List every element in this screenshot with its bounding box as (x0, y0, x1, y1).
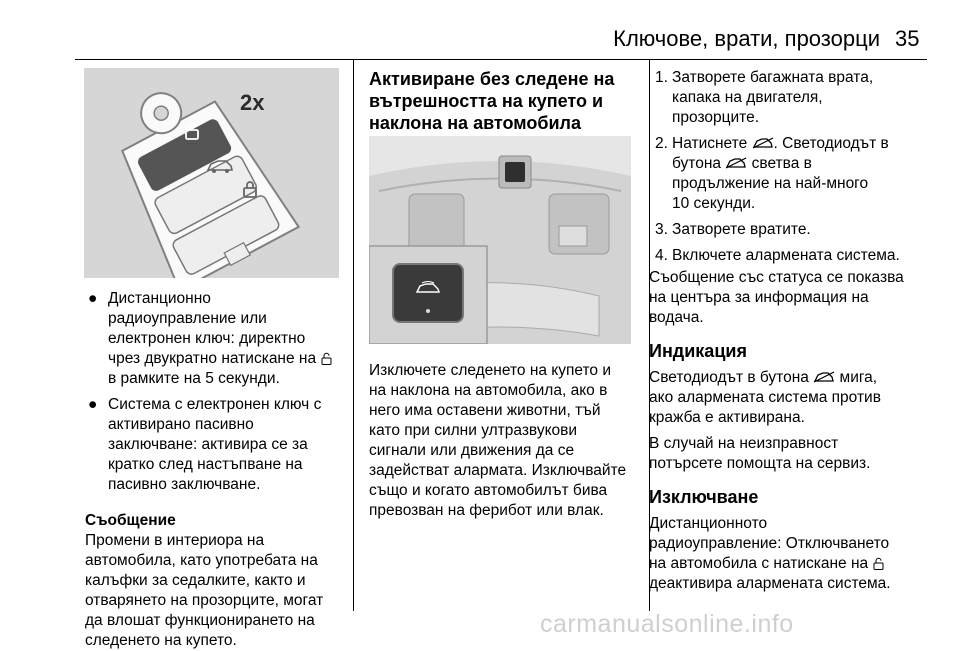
bullet-remote: ● Дистанционно радиоуправление или електронен ключ: директно чрез двукратно натискане на в рамките на 5 секунди. (85, 289, 347, 389)
step-2: 2. Натиснете . Светодиодът в бутона светва в продължение на най-много 10 секунди. (655, 135, 889, 212)
press-twice-label: 2x (240, 90, 265, 115)
column-right: 1. Затворете багажната врата, капака на двигателя, прозорците. 2. Натиснете . Светодиодът в бутона светва в продължение на най-много 10 секунди. 3. Затворете вратите. 4. Включете алармената система. Съобщение със статуса се показва на центъра за информация на водача. Индикация Светодиодът в бутона мига, ако алармената система против кражба е активирана. В случай на неизправност потърсете помощта на сервиз. Изключване Дистанционното радиоуправление: Отключването на автомобила с натискане на деактивира алармената система. (649, 68, 954, 594)
steps-list (649, 68, 954, 266)
car-alarm-icon (414, 281, 442, 295)
page-number: 35 (895, 26, 920, 51)
bullet-passive-locking: ● Система с електронен ключ с активирано пасивно заключване: активира се за кратко след настъпване на пасивно заключване. (88, 396, 322, 493)
heading-switch-off: Изключване (649, 487, 759, 507)
led-indicator (426, 309, 430, 313)
step-3: 3. Затворете вратите. (655, 221, 811, 238)
car-alarm-icon (752, 137, 774, 149)
key-fob-illustration (84, 68, 339, 278)
watermark: carmanualsonline.info (540, 610, 794, 638)
car-alarm-icon (725, 157, 747, 169)
unlock-icon (320, 352, 333, 365)
car-icon (206, 158, 234, 174)
column-middle (369, 68, 639, 134)
page-header-title: Ключове, врати, прозорци (613, 26, 880, 51)
column-middle-paragraph: Изключете следенето на купето и на наклона на автомобила, ако в него има оставени животни, тъй като при силни ултразвукови сигнали или движения да се задействат алармата. Изключвайте също и когато автомобилът бива превозван на ферибот или влак. (369, 362, 627, 519)
column-divider-1 (353, 60, 354, 611)
column-left (85, 289, 347, 651)
note-text: Промени в интериора на автомобила, като употребата на калъфки за седалките, както и отварянето на прозорците, могат да влошат функционирането на следенето на купето. (85, 532, 324, 649)
status-message-text: Съобщение със статуса се показва на центъра за информация на водача. (649, 269, 904, 326)
unlock-icon (184, 122, 200, 140)
unlock-icon (872, 557, 885, 570)
lock-icon (242, 180, 258, 198)
car-alarm-icon (813, 371, 835, 383)
section-heading-no-monitoring: Активиране без следене на вътрешността на купето и наклона на автомобила (369, 69, 615, 133)
heading-indication: Индикация (649, 341, 747, 361)
note-heading: Съобщение (85, 512, 176, 529)
step-4: 4. Включете алармената система. (655, 247, 900, 264)
header-rule (75, 59, 927, 60)
overhead-console-photo (369, 136, 631, 344)
step-1: 1. Затворете багажната врата, капака на двигателя, прозорците. (655, 69, 874, 126)
